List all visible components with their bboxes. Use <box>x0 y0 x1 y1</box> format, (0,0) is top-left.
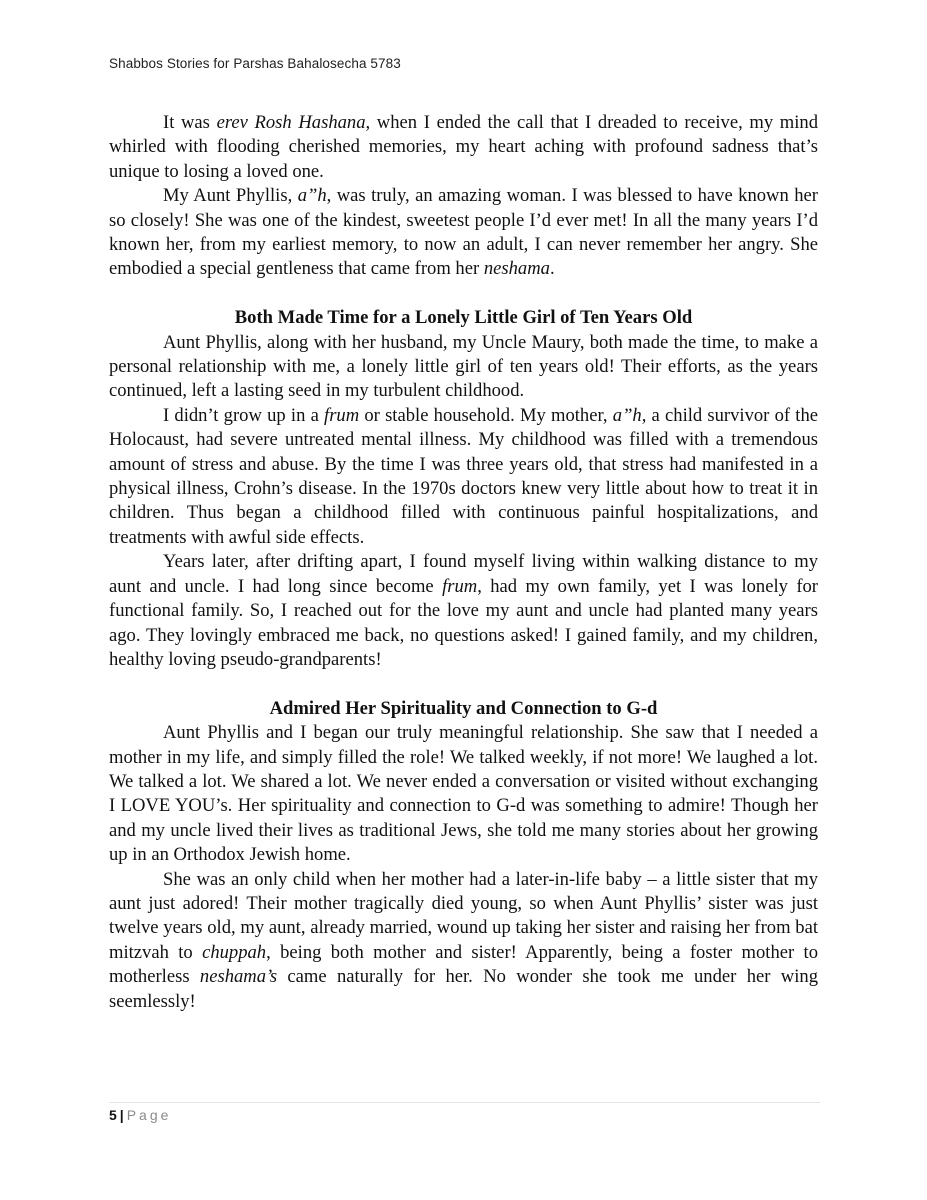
paragraph <box>109 721 818 867</box>
footer-separator: | <box>119 1107 124 1123</box>
paragraph <box>109 868 818 1014</box>
text-run: , had my own family, yet I was lonely for functional family. So, I reached out for the love my aunt and uncle had planted many years ago. They lovingly embraced me back, no questions asked! I gained family, and my children, healthy loving pseudo-grandparents! <box>109 575 818 670</box>
document-body <box>109 111 818 1014</box>
paragraph <box>109 111 818 184</box>
paragraph <box>109 550 818 672</box>
text-run: , being both mother and sister! Apparently, being a foster mother to motherless <box>109 941 819 988</box>
text-run: , a child survivor of the Holocaust, had severe untreated mental illness. My childhood was filled with a tremendous amount of stress and abuse. By the time I was three years old, that stress had manifested in a physical illness, Crohn’s disease. In the 1970s doctors knew very little about how to treat it in children. Thus began a childhood filled with continuous painful hospitalizations, and treatments with awful side effects. <box>109 404 818 548</box>
text-run: She was an only child when her mother had a later-in-life baby – a little sister that my aunt just adored! Their mother tragically died young, so when Aunt Phyllis’ sister was just twelve years old, my aunt, already married, wound up taking her sister and raising her from bat mitzvah to <box>109 868 818 963</box>
text-run: , was truly, an amazing woman. I was blessed to have known her so closely! She was one of the kindest, sweetest people I’d ever met! In all the many years I’d known her, from my earliest memory, to now an adult, I can never remember her angry. She embodied a special gentleness that came from her <box>109 185 818 280</box>
italic-term: frum <box>442 575 478 597</box>
paragraph <box>109 184 818 282</box>
section-lonely-little-girl <box>109 306 818 672</box>
italic-term: chuppah <box>202 941 267 963</box>
text-run: . <box>549 258 555 280</box>
paragraph <box>109 331 818 404</box>
text-run: , when I ended the call that I dreaded to receive, my mind whirled with flooding cherished memories, my heart aching with profound sadness that’s unique to losing a loved one. <box>109 112 818 182</box>
paragraph <box>109 404 818 550</box>
page-number: 5 <box>109 1107 117 1123</box>
text-run: My Aunt Phyllis, <box>163 185 298 207</box>
text-run: I didn’t grow up in a <box>163 404 325 426</box>
italic-term: a”h <box>612 404 642 426</box>
text-run: Aunt Phyllis and I began our truly meaningful relationship. She saw that I needed a mother in my life, and simply filled the role! We talked weekly, if not more! We laughed a lot. We talked a lot. We shared a lot. We never ended a conversation or visited without exchanging I LOVE YOU’s. Her spirituality and connection to G-d was something to admire! Though her and my uncle lived their lives as traditional Jews, she told me many stories about her growing up in an Orthodox Jewish home. <box>109 722 818 866</box>
italic-term: a”h <box>297 185 327 207</box>
footer-divider <box>109 1102 820 1103</box>
text-run: or stable household. My mother, <box>359 404 613 426</box>
running-header: Shabbos Stories for Parshas Bahalosecha 5783 <box>109 56 401 71</box>
section-spacer <box>109 672 818 696</box>
italic-term: frum <box>324 404 360 426</box>
text-run: Years later, after drifting apart, I found myself living within walking distance to my aunt and uncle. I had long since become <box>109 551 818 597</box>
page-label: Page <box>126 1107 172 1123</box>
section-heading: Admired Her Spirituality and Connection to G-d <box>269 697 658 719</box>
italic-term: erev Rosh Hashana <box>216 112 366 133</box>
section-intro <box>109 111 818 282</box>
text-run: Aunt Phyllis, along with her husband, my Uncle Maury, both made the time, to make a personal relationship with me, a lonely little girl of ten years old! Their efforts, as the years continued, left a lasting seed in my turbulent childhood. <box>109 331 818 402</box>
text-run: It was <box>163 112 217 133</box>
section-heading: Both Made Time for a Lonely Little Girl of Ten Years Old <box>234 307 693 329</box>
text-run: came naturally for her. No wonder she took me under her wing seemlessly! <box>109 966 818 1012</box>
italic-term: neshama’s <box>199 966 278 988</box>
section-spirituality <box>109 697 818 1014</box>
section-spacer <box>109 282 818 306</box>
italic-term: neshama <box>483 258 550 280</box>
page-footer <box>109 1107 171 1123</box>
